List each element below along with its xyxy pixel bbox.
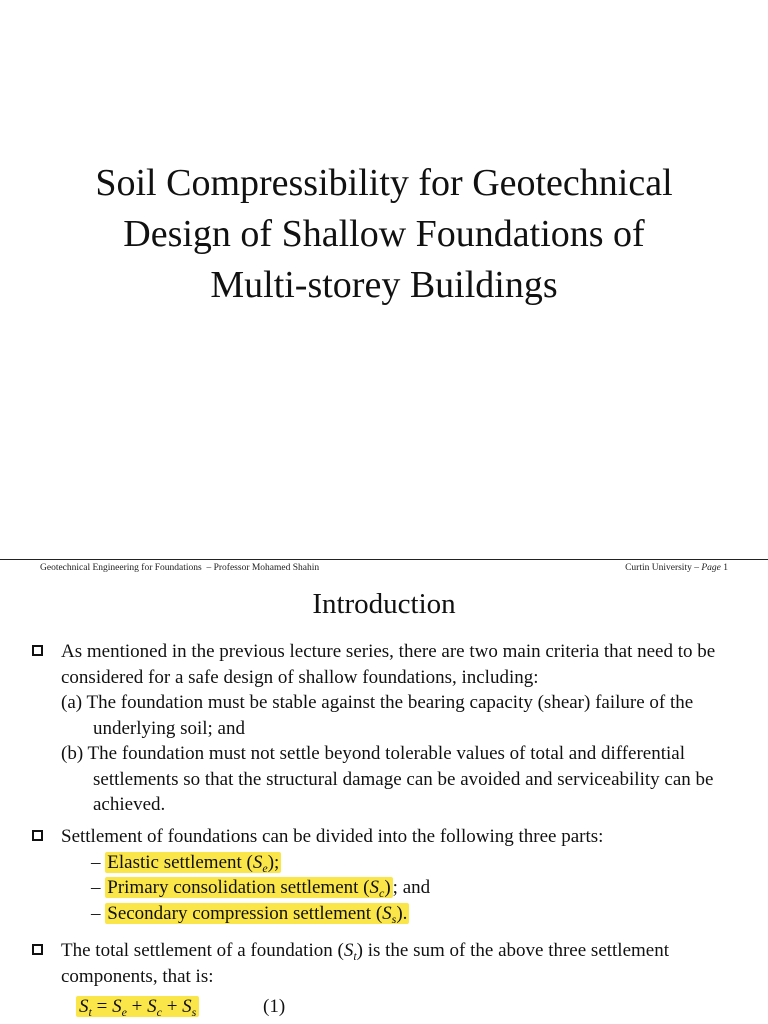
bullet-text: As mentioned in the previous lecture series, there are two main criteria that need to be considered for a safe design of shallow foundations, including: — [61, 641, 716, 688]
section-title: Introduction — [312, 588, 456, 620]
footer-author: Mohamed Shahin — [251, 563, 320, 573]
title-line: Soil Compressibility for Geotechnical — [95, 162, 673, 204]
highlighted-text: Primary consolidation settlement $(S_c)$ — [107, 877, 391, 900]
list-item: – Elastic settlement $(S_e)$; — [91, 851, 280, 875]
list-item: (b) The foundation must not settle beyond tolerable values of total and differential settlements so that the structural damage can be avoided and serviceability can be achieved. — [61, 743, 714, 815]
checkbox-bullet-icon — [32, 645, 43, 656]
footer-course: Geotechnical Engineering for Foundations — [40, 563, 202, 573]
footer-right — [625, 563, 728, 573]
page-divider — [0, 559, 768, 560]
list-item: (a) The foundation must be stable against the bearing capacity (shear) failure of the underlying soil; and — [61, 692, 694, 739]
highlighted-text: Secondary compression settlement $(S_s)$. — [107, 902, 408, 926]
title-line: Multi-storey Buildings — [210, 264, 558, 306]
slide-title — [0, 158, 768, 311]
equation-number: (1) — [263, 996, 286, 1017]
bullet-text: The total settlement of a foundation $(S_t)$ is the sum of the above three settlement components, that is: — [61, 940, 670, 987]
footer-university: Curtin University — [625, 563, 692, 573]
checkbox-bullet-icon — [32, 944, 43, 955]
footer-page-number: 1 — [723, 563, 728, 573]
footer-dash: – — [694, 563, 699, 573]
footer-page-label: Page — [701, 563, 721, 573]
bullet-total-settlement — [32, 938, 752, 989]
bullet-criteria — [32, 639, 752, 818]
footer-dash: – — [206, 563, 212, 573]
highlighted-equation: $S_t = S_e + S_c + S_s$ — [76, 996, 199, 1017]
settlement-equation — [76, 996, 199, 1018]
title-line: Design of Shallow Foundations of — [123, 213, 645, 255]
bullet-text: Settlement of foundations can be divided into the following three parts: — [61, 826, 604, 847]
highlighted-text: Elastic settlement $(S_e)$; — [107, 851, 280, 875]
list-item: – Secondary compression settlement $(S_s)$. — [91, 902, 408, 926]
bullet-settlement-parts — [32, 824, 752, 926]
list-item: – Primary consolidation settlement $(S_c)$ ; and — [91, 877, 431, 900]
checkbox-bullet-icon — [32, 830, 43, 841]
footer-left — [40, 563, 319, 573]
footer-author-prefix: Professor — [213, 563, 250, 573]
